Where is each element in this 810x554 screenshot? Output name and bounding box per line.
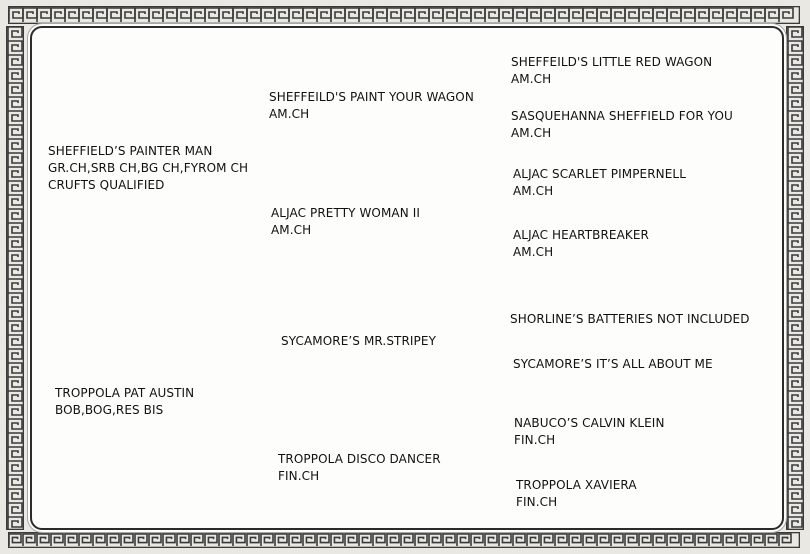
meander-motif (9, 534, 21, 546)
meander-motif (8, 83, 22, 97)
meander-motif (163, 534, 175, 546)
meander-motif (331, 8, 345, 22)
meander-motif (788, 307, 802, 321)
ggp-8 (516, 477, 637, 511)
meander-motif (751, 8, 765, 22)
ggp-1-name: SHEFFEILD'S LITTLE RED WAGON (511, 55, 713, 69)
meander-motif (345, 8, 359, 22)
meander-motif (8, 237, 22, 251)
meander-motif (8, 489, 22, 503)
meander-motif (788, 125, 802, 139)
meander-motif (681, 534, 693, 546)
meander-motif (788, 181, 802, 195)
meander-motif (788, 41, 802, 55)
meander-motif (788, 503, 802, 517)
granddam-maternal-name: TROPPOLA DISCO DANCER (278, 452, 441, 466)
granddam-maternal-title: FIN.CH (278, 469, 320, 483)
meander-motif (373, 534, 385, 546)
meander-rail (7, 27, 24, 530)
meander-motif (457, 8, 471, 22)
meander-motif (8, 55, 22, 69)
meander-motif (275, 8, 289, 22)
meander-motif (8, 349, 22, 363)
meander-motif (681, 8, 695, 22)
ggp-8-title: FIN.CH (516, 495, 558, 509)
meander-motif (788, 209, 802, 223)
ggp-7-name: NABUCO’S CALVIN KLEIN (514, 416, 665, 430)
ggp-8-name: TROPPOLA XAVIERA (516, 478, 637, 492)
meander-motif (317, 8, 331, 22)
meander-motif (121, 8, 135, 22)
meander-motif (597, 534, 609, 546)
meander-motif (527, 534, 539, 546)
meander-motif (779, 534, 791, 546)
meander-motif (788, 391, 802, 405)
meander-motif (8, 293, 22, 307)
meander-motif (8, 125, 22, 139)
meander-motif (499, 534, 511, 546)
meander-motif (765, 534, 777, 546)
meander-motif (317, 534, 329, 546)
meander-motif (485, 534, 497, 546)
meander-motif (788, 279, 802, 293)
meander-motif (8, 27, 22, 41)
meander-motif (8, 111, 22, 125)
meander-motif (8, 181, 22, 195)
meander-motif (709, 534, 721, 546)
granddam-paternal-title: AM.CH (271, 223, 312, 237)
meander-motif (8, 307, 22, 321)
meander-motif (387, 8, 401, 22)
meander-motif (751, 534, 763, 546)
meander-motif (513, 8, 527, 22)
meander-motif (583, 534, 595, 546)
meander-motif (8, 139, 22, 153)
meander-motif (667, 8, 681, 22)
meander-motif (8, 517, 22, 530)
meander-motif (8, 335, 22, 349)
meander-motif (569, 534, 581, 546)
meander-motif (8, 503, 22, 517)
meander-motif (247, 534, 259, 546)
meander-motif (401, 534, 413, 546)
meander-motif (79, 534, 91, 546)
ggp-6 (513, 356, 713, 373)
meander-motif (401, 8, 415, 22)
meander-motif (639, 8, 653, 22)
meander-motif (788, 139, 802, 153)
meander-motif (723, 534, 735, 546)
meander-motif (788, 251, 802, 265)
meander-motif (8, 279, 22, 293)
sire-titles: GR.CH,SRB CH,BG CH,FYROM CH (48, 161, 249, 175)
meander-motif (443, 534, 455, 546)
meander-motif (611, 8, 625, 22)
meander-motif (261, 534, 273, 546)
meander-motif (667, 534, 679, 546)
meander-motif (261, 8, 275, 22)
meander-motif (555, 534, 567, 546)
meander-motif (788, 349, 802, 363)
meander-motif (79, 8, 93, 22)
sire-note: CRUFTS QUALIFIED (48, 178, 165, 192)
meander-motif (8, 405, 22, 419)
grandsire-maternal (281, 333, 436, 350)
meander-motif (788, 237, 802, 251)
meander-motif (471, 8, 485, 22)
ggp-7-title: FIN.CH (514, 433, 556, 447)
meander-motif (37, 8, 51, 22)
meander-motif (93, 534, 105, 546)
meander-motif (788, 167, 802, 181)
meander-motif (788, 69, 802, 83)
meander-motif (51, 8, 65, 22)
meander-motif (788, 55, 802, 69)
meander-motif (233, 534, 245, 546)
greek-key-border-top (8, 6, 800, 24)
meander-motif (788, 517, 802, 530)
meander-motif (471, 534, 483, 546)
meander-motif (625, 8, 639, 22)
meander-motif (415, 534, 427, 546)
meander-motif (788, 293, 802, 307)
meander-motif (345, 534, 357, 546)
meander-motif (107, 534, 119, 546)
sire-name: SHEFFIELD’S PAINTER MAN (48, 144, 213, 158)
meander-motif (387, 534, 399, 546)
pedigree-dam (55, 385, 194, 419)
meander-motif (8, 153, 22, 167)
meander-motif (597, 8, 611, 22)
meander-motif (709, 8, 723, 22)
meander-motif (653, 534, 665, 546)
meander-motif (788, 335, 802, 349)
meander-motif (93, 8, 107, 22)
grandsire-paternal (269, 89, 474, 123)
meander-motif (149, 8, 163, 22)
meander-motif (788, 111, 802, 125)
greek-key-border-left (6, 26, 24, 530)
meander-motif (788, 265, 802, 279)
meander-motif (541, 8, 555, 22)
meander-motif (639, 534, 651, 546)
meander-motif (8, 265, 22, 279)
meander-motif (499, 8, 513, 22)
meander-motif (788, 419, 802, 433)
meander-motif (135, 8, 149, 22)
meander-motif (485, 8, 499, 22)
greek-key-border-bottom (8, 532, 800, 548)
ggp-2-name: SASQUEHANNA SHEFFIELD FOR YOU (511, 109, 733, 123)
ggp-7 (514, 415, 665, 449)
meander-motif (8, 433, 22, 447)
grandsire-paternal-name: SHEFFEILD'S PAINT YOUR WAGON (269, 90, 474, 104)
meander-motif (191, 8, 205, 22)
ggp-1 (511, 54, 712, 88)
meander-motif (8, 321, 22, 335)
meander-motif (219, 8, 233, 22)
meander-motif (723, 8, 737, 22)
meander-motif (121, 534, 133, 546)
meander-motif (8, 391, 22, 405)
dam-titles: BOB,BOG,RES BIS (55, 403, 164, 417)
meander-motif (149, 534, 161, 546)
meander-motif (527, 8, 541, 22)
meander-motif (233, 8, 247, 22)
ggp-2-title: AM.CH (511, 126, 552, 140)
meander-motif (765, 8, 779, 22)
meander-motif (8, 195, 22, 209)
meander-motif (788, 433, 802, 447)
meander-motif (8, 223, 22, 237)
meander-motif (8, 209, 22, 223)
meander-motif (625, 534, 637, 546)
meander-motif (8, 419, 22, 433)
meander-motif (695, 534, 707, 546)
meander-motif (23, 8, 37, 22)
meander-motif (177, 534, 189, 546)
greek-key-border-right (786, 26, 804, 530)
meander-motif (8, 461, 22, 475)
ggp-1-title: AM.CH (511, 72, 552, 86)
meander-motif (788, 405, 802, 419)
meander-motif (8, 41, 22, 55)
meander-motif (37, 534, 49, 546)
grandsire-maternal-name: SYCAMORE’S MR.STRIPEY (281, 334, 436, 348)
meander-motif (331, 534, 343, 546)
meander-motif (788, 321, 802, 335)
meander-motif (788, 363, 802, 377)
meander-motif (541, 534, 553, 546)
meander-motif (788, 97, 802, 111)
meander-motif (65, 8, 79, 22)
meander-motif (191, 534, 203, 546)
meander-motif (737, 534, 749, 546)
meander-motif (9, 8, 23, 22)
meander-motif (8, 97, 22, 111)
meander-motif (653, 8, 667, 22)
meander-motif (8, 69, 22, 83)
meander-motif (289, 8, 303, 22)
ggp-2 (511, 108, 733, 142)
meander-motif (135, 534, 147, 546)
meander-motif (289, 534, 301, 546)
meander-motif (788, 377, 802, 391)
meander-motif (205, 534, 217, 546)
meander-motif (788, 153, 802, 167)
meander-motif (788, 223, 802, 237)
meander-motif (359, 8, 373, 22)
meander-motif (788, 27, 802, 41)
meander-motif (429, 534, 441, 546)
meander-motif (107, 8, 121, 22)
meander-motif (359, 534, 371, 546)
meander-motif (788, 475, 802, 489)
meander-motif (303, 534, 315, 546)
granddam-paternal-name: ALJAC PRETTY WOMAN II (271, 206, 421, 220)
ggp-3-title: AM.CH (513, 184, 554, 198)
meander-motif (779, 8, 793, 22)
meander-motif (247, 8, 261, 22)
meander-motif (205, 8, 219, 22)
meander-motif (8, 167, 22, 181)
meander-motif (51, 534, 63, 546)
meander-motif (788, 489, 802, 503)
meander-motif (429, 8, 443, 22)
meander-motif (569, 8, 583, 22)
meander-motif (163, 8, 177, 22)
meander-motif (65, 534, 77, 546)
meander-motif (8, 447, 22, 461)
ggp-5 (510, 311, 750, 328)
meander-motif (219, 534, 231, 546)
meander-motif (695, 8, 709, 22)
meander-motif (788, 461, 802, 475)
meander-motif (8, 475, 22, 489)
meander-motif (275, 534, 287, 546)
meander-motif (415, 8, 429, 22)
ggp-4 (513, 227, 649, 261)
meander-rail (787, 27, 804, 530)
meander-motif (583, 8, 597, 22)
meander-motif (513, 534, 525, 546)
meander-motif (177, 8, 191, 22)
ggp-6-name: SYCAMORE’S IT’S ALL ABOUT ME (513, 357, 713, 371)
meander-motif (788, 195, 802, 209)
granddam-paternal (271, 205, 420, 239)
meander-motif (373, 8, 387, 22)
meander-motif (303, 8, 317, 22)
ggp-3 (513, 166, 686, 200)
pedigree-sire (48, 143, 248, 194)
meander-motif (8, 251, 22, 265)
granddam-maternal (278, 451, 441, 485)
dam-name: TROPPOLA PAT AUSTIN (55, 386, 195, 400)
meander-motif (443, 8, 457, 22)
meander-motif (555, 8, 569, 22)
meander-motif (788, 447, 802, 461)
ggp-4-name: ALJAC HEARTBREAKER (513, 228, 649, 242)
ggp-4-title: AM.CH (513, 245, 554, 259)
meander-motif (788, 83, 802, 97)
grandsire-paternal-title: AM.CH (269, 107, 310, 121)
ggp-5-name: SHORLINE’S BATTERIES NOT INCLUDED (510, 312, 750, 326)
meander-motif (8, 377, 22, 391)
ggp-3-name: ALJAC SCARLET PIMPERNELL (513, 167, 686, 181)
meander-motif (737, 8, 751, 22)
meander-motif (611, 534, 623, 546)
meander-motif (8, 363, 22, 377)
meander-motif (23, 534, 35, 546)
meander-motif (457, 534, 469, 546)
